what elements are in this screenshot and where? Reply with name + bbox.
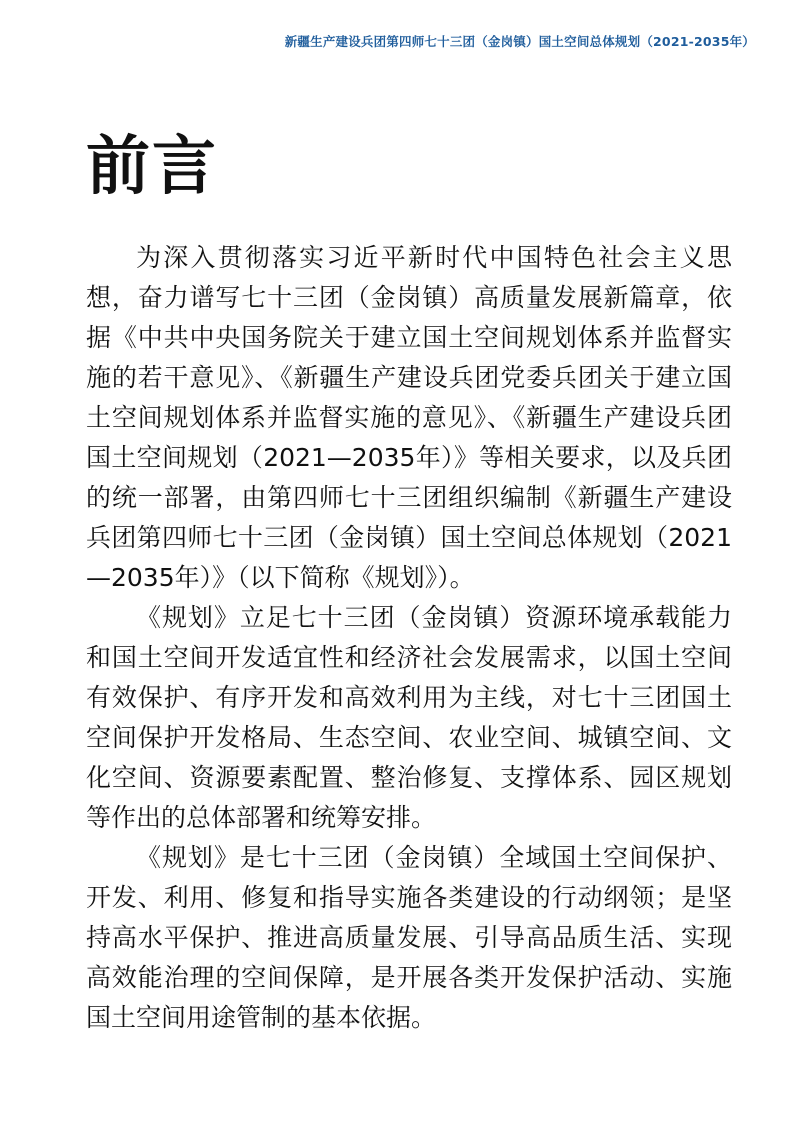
running-header: 新疆生产建设兵团第四师七十三团（金岗镇）国土空间总体规划（2021-2035年） xyxy=(284,34,755,49)
preface-paragraph-2: 《规划》立足七十三团（金岗镇）资源环境承载能力和国土空间开发适宜性和经济社会发展需求，以国土空间有效保护、有序开发和高效利用为主线，对七十三团国土空间保护开发格局、生态空间、农业空间、城镇空间、文化空间、资源要素配置、整治修复、支撑体系、园区规划等作出的总体部署和统筹安排。 xyxy=(86,603,732,832)
page-title: 前言 xyxy=(86,130,218,204)
preface-paragraph-1: 为深入贯彻落实习近平新时代中国特色社会主义思想，奋力谱写七十三团（金岗镇）高质量发展新篇章，依据《中共中央国务院关于建立国土空间规划体系并监督实施的若干意见》、《新疆生产建设兵团党委兵团关于建立国土空间规划体系并监督实施的意见》、《新疆生产建设兵团国土空间规划（2021—2035年）》等相关要求，以及兵团的统一部署，由第四师七十三团组织编制《新疆生产建设兵团第四师七十三团（金岗镇）国土空间总体规划（2021—2035年）》（以下简称《规划》）。 xyxy=(86,243,732,592)
preface-paragraph-3: 《规划》是七十三团（金岗镇）全域国土空间保护、开发、利用、修复和指导实施各类建设的行动纲领；是坚持高水平保护、推进高质量发展、引导高品质生活、实现高效能治理的空间保障，是开展各类开发保护活动、实施国土空间用途管制的基本依据。 xyxy=(86,843,732,1032)
preface-body xyxy=(86,238,732,1038)
